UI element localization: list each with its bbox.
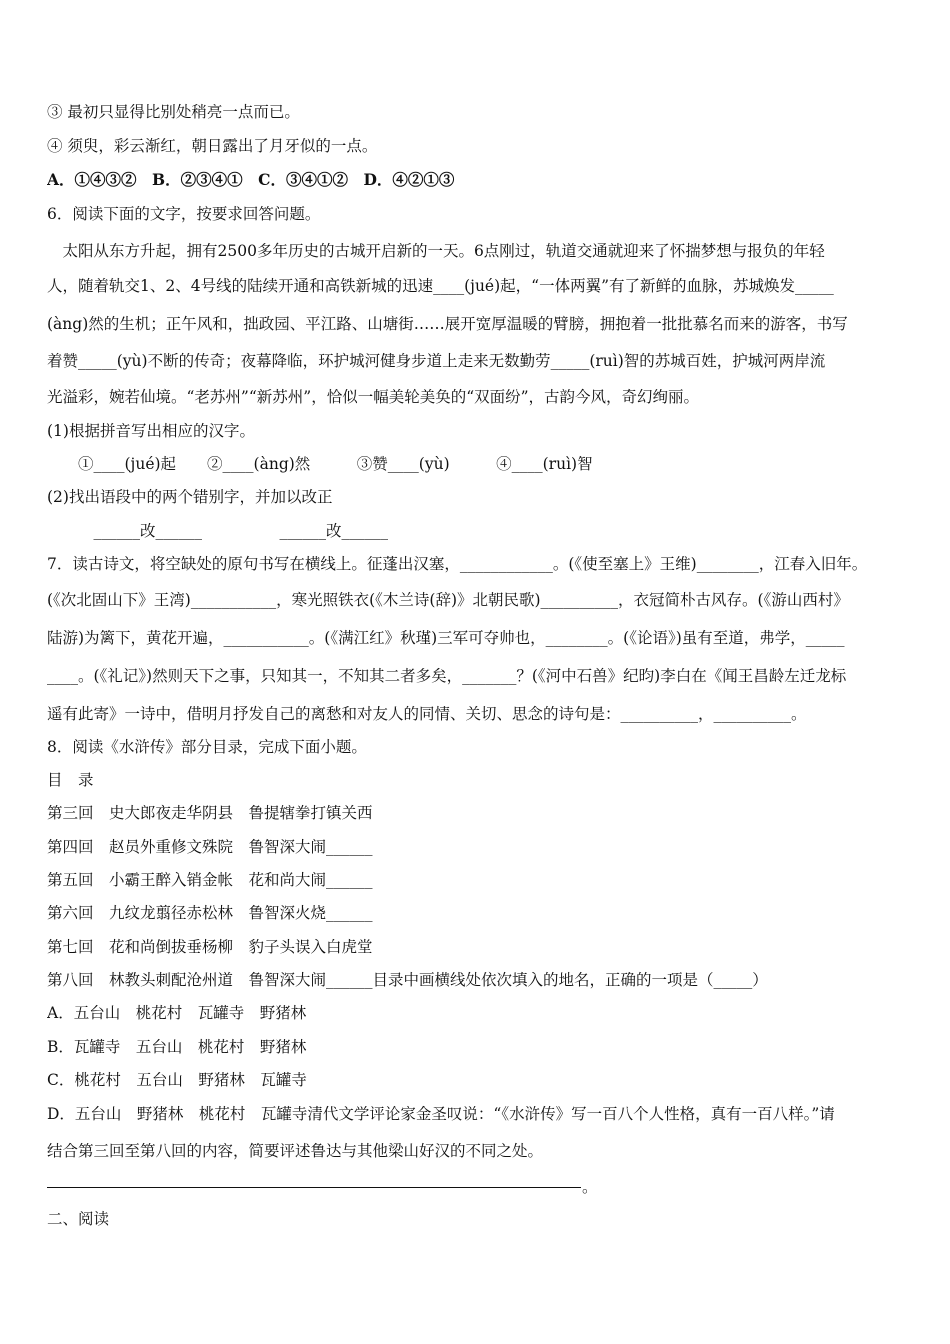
option-line-4: ④ 须臾，彩云渐红，朝日露出了月牙似的一点。: [47, 137, 378, 155]
q6-heading: 6．阅读下面的文字，按要求回答问题。: [47, 205, 321, 223]
q8-option-a: A．五台山 桃花村 瓦罐寺 野猪林: [47, 1004, 307, 1022]
q8-heading: 8．阅读《水浒传》部分目录，完成下面小题。: [47, 738, 367, 756]
q5-choices: A．①④③② B．②③④① C．③④①② D．④②①③: [47, 170, 455, 189]
answer-line-end: 。: [582, 1178, 598, 1196]
toc-chapter-5: 第五回 小霸王醉入销金帐 花和尚大闹______: [47, 871, 373, 889]
q8-option-d: D．五台山 野猪林 桃花村 瓦罐寺清代文学评论家金圣叹说：“《水浒传》写一百八个人性格，真有一百八样。”请: [47, 1105, 835, 1123]
section-heading-reading: 二、阅读: [47, 1210, 110, 1228]
q7-line-2: (《次北固山下》王湾)___________，寒光照铁衣(《木兰诗(辞)》北朝民歌)__________，衣冠简朴古风存。(《游山西村》: [47, 591, 849, 609]
q6-passage-line-1: 太阳从东方升起，拥有2500多年历史的古城开启新的一天。6点刚过，轨道交通就迎来了怀揣梦想与报负的年轻: [47, 242, 825, 260]
q8-essay-prompt: 结合第三回至第八回的内容，简要评述鲁达与其他梁山好汉的不同之处。: [47, 1142, 544, 1160]
q8-option-c: C．桃花村 五台山 野猪林 瓦罐寺: [47, 1071, 307, 1089]
q7-line-5: 遥有此寄》一诗中，借明月抒发自己的离愁和对友人的同情、关切、思念的诗句是：__________，__________。: [47, 705, 807, 723]
option-line-3: ③ 最初只显得比别处稍亮一点而已。: [47, 103, 300, 121]
toc-chapter-7: 第七回 花和尚倒拔垂杨柳 豹子头误入白虎堂: [47, 938, 373, 956]
toc-chapter-3: 第三回 史大郎夜走华阴县 鲁提辖拳打镇关西: [47, 804, 373, 822]
toc-chapter-6: 第六回 九纹龙翦径赤松林 鲁智深火烧______: [47, 904, 373, 922]
answer-line: [47, 1187, 581, 1188]
q6-sub2-blanks: ______改______ ______改______: [47, 522, 389, 540]
q6-passage-line-2: 人，随着轨交1、2、4号线的陆续开通和高铁新城的迅速____(jué)起，“一体两翼”有了新鲜的血脉，苏城焕发_____: [47, 277, 834, 295]
q6-sub1-blanks: ①____(jué)起 ②____(àng)然 ③赞____(yù) ④____(ruì)智: [47, 455, 593, 473]
q7-line-3: 陆游)为篱下，黄花开遍，___________。(《满江红》秋瑾)三军可夺帅也，________。(《论语》)虽有至道，弗学，_____: [47, 629, 845, 647]
q6-sub2-prompt: (2)找出语段中的两个错别字，并加以改正: [47, 488, 333, 506]
q6-passage-line-4: 着赞_____(yù)不断的传奇；夜幕降临，环护城河健身步道上走来无数勤劳_____(ruì)智的苏城百姓，护城河两岸流: [47, 352, 826, 370]
q7-line-4: ____。(《礼记》)然则天下之事，只知其一，不知其二者多矣，_______？(《河中石兽》纪昀)李白在《闻王昌龄左迁龙标: [47, 667, 847, 685]
toc-chapter-4: 第四回 赵员外重修文殊院 鲁智深大闹______: [47, 838, 373, 856]
q8-option-b: B．瓦罐寺 五台山 桃花村 野猪林: [47, 1038, 307, 1056]
q7-line-1: 7．读古诗文，将空缺处的原句书写在横线上。征蓬出汉塞，____________。(《使至塞上》王维)________，江春入旧年。: [47, 555, 868, 573]
q6-passage-line-5: 光溢彩，婉若仙境。“老苏州”“新苏州”，恰似一幅美轮美奂的“双面纷”，古韵今风，奇幻绚丽。: [47, 388, 700, 406]
toc-title: 目 录: [47, 771, 94, 789]
q6-passage-line-3: (àng)然的生机；正午风和，拙政园、平江路、山塘街……展开宽厚温暖的臂膀，拥抱着一批批慕名而来的游客，书写: [47, 315, 848, 333]
q6-sub1-prompt: (1)根据拼音写出相应的汉字。: [47, 422, 255, 440]
toc-chapter-8: 第八回 林教头刺配沧州道 鲁智深大闹______目录中画横线处依次填入的地名，正确的一项是（_____）: [47, 971, 768, 989]
